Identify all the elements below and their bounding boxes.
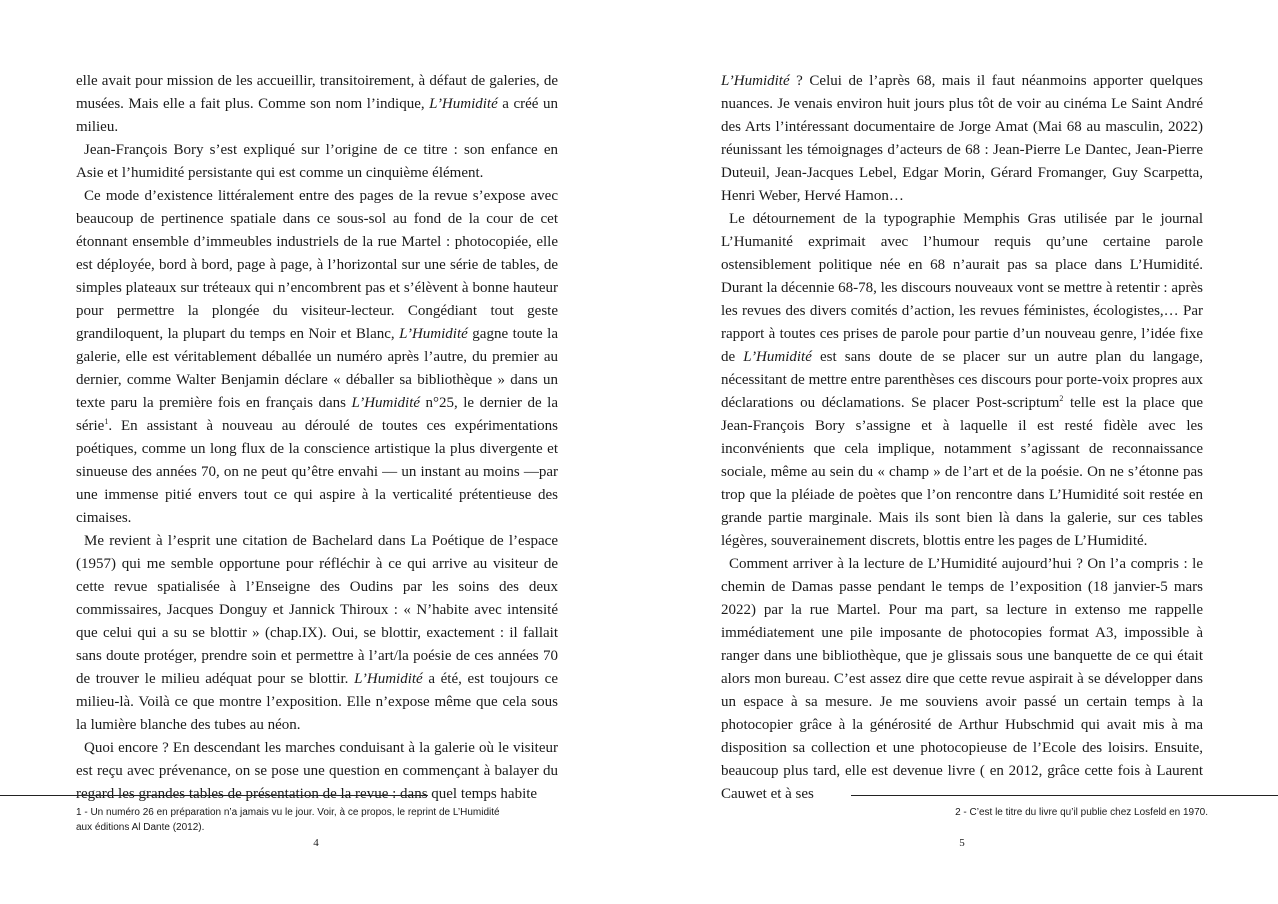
- text-run: Ce mode d’existence littéralement entre des pages de la revue s’expose avec beaucoup de pertinence spatiale dans ce sous-sol au fond de la cour de cet étonnant ensemble d’immeubles industriels de la rue Martel : photocopiée, elle est déployée, bord à bord, page à page, à l’horizontal sur une série de tables, de simples plateaux sur tréteaux qui n’encombrent pas et s’élèvent à bonne hauteur pour permettre la plongée du visiteur-lecteur. Congédiant tout geste grandiloquent, la plupart du temps en Noir et Blanc,: [76, 188, 558, 342]
- paragraph-p2: [76, 139, 558, 185]
- left-page-body: [76, 70, 558, 806]
- paragraph-q3: [721, 553, 1203, 806]
- paragraph-q1: [721, 70, 1203, 208]
- right-footnote-line-1: 2 - C’est le titre du livre qu’il publie chez Losfeld en 1970.: [955, 807, 1208, 818]
- text-run: elle avait pour mission de les accueillir, transitoirement, à défaut de galeries, de musées. Mais elle a fait plus. Comme son nom l’indique,: [76, 73, 558, 112]
- journal-title: L’Humidité: [743, 349, 812, 365]
- left-footnote-line-2: aux éditions Al Dante (2012).: [76, 822, 205, 833]
- text-run: gagne toute la galerie, elle est véritablement déballée un numéro après l’autre, du premier au dernier, comme Walter Benjamin déclare « déballer sa bibliothèque » dans un texte paru la première fois en français dans: [76, 326, 558, 411]
- text-run: ? Celui de l’après 68, mais il faut néanmoins apporter quelques nuances. Je venais environ huit jours plus tôt de voir au cinéma Le Saint André des Arts l’intéressant documentaire de Jorge Amat (Mai 68 au masculin, 2022) réunissant les témoignages d’acteurs de 68 : Jean-Pierre Le Dantec, Jean-Pierre Duteuil, Jean-Jacques Lebel, Edgar Morin, Gérard Fromanger, Guy Scarpetta, Henri Weber, Hervé Hamon…: [721, 73, 1203, 204]
- left-footnote: [76, 805, 516, 835]
- text-run: est sans doute de se placer sur un autre plan du langage, nécessitant de mettre entre parenthèses ces discours pour porte-voix propres aux déclarations ou déclamations. Se placer Post-scriptum: [721, 349, 1203, 411]
- text-run: Le détournement de la typographie Memphis Gras utilisée par le journal L’Humanité exprimait avec l’humour requis qu’une certaine parole ostensiblement politique née en 68 n’aurait pas sa place dans L’Humidité. Durant la décennie 68-78, les discours nouveaux vont se mettre à retentir : après les revues des divers comités d’action, les revues féministes, écologistes,… Par rapport à toutes ces prises de parole pour partie d’un nouveau genre, l’idée fixe de: [721, 211, 1203, 365]
- left-page-number: 4: [313, 837, 319, 849]
- journal-title: L’Humidité: [429, 96, 498, 112]
- right-page-number: 5: [959, 837, 965, 849]
- paragraph-p3: [76, 185, 558, 530]
- text-run: telle est la place que Jean-François Bory s’assigne et à laquelle il est resté fidèle avec les inconvénients que cela implique, notamment s’agissant de reconnaissance sociale, même au sein du « champ » de l’art et de la poésie. On ne s’étonne pas trop que la pléiade de poètes que l’on rencontre dans L’Humidité soit restée en grande partie marginale. Mais ils sont bien là dans la galerie, sur ces tables légères, souverainement discrets, blottis entre les pages de L’Humidité.: [721, 395, 1203, 549]
- right-page-body: [721, 70, 1203, 806]
- text-run: a été, est toujours ce milieu-là. Voilà ce que montre l’exposition. Elle n’expose même que cela sous la lumière blanche des tubes au néon.: [76, 671, 558, 733]
- right-footnote: [950, 805, 1208, 820]
- left-footnote-line-1: 1 - Un numéro 26 en préparation n’a jamais vu le jour. Voir, à ce propos, le reprint de L’Humidité: [76, 807, 500, 818]
- left-footnote-rule: [0, 795, 428, 796]
- text-run: Me revient à l’esprit une citation de Bachelard dans La Poétique de l’espace (1957) qui me semble opportune pour réfléchir à ce qui arrive au visiteur de cette revue spatialisée à l’Enseigne des Oudins par les soins des deux commissaires, Jacques Donguy et Jannick Thiroux : « N’habite avec intensité que celui qui a su se blottir » (chap.IX). Oui, se blottir, exactement : il fallait sans doute protéger, prendre soin et permettre à l’art/la poésie de ces années 70 de trouver le milieu adéquat pour se blottir.: [76, 533, 558, 687]
- text-run: Quoi encore ? En descendant les marches conduisant à la galerie où le visiteur est reçu avec prévenance, on se pose une question en commençant à balayer du regard les grandes tables de présentation de la revue : dans quel temps habite: [76, 740, 558, 802]
- right-page: [639, 0, 1278, 904]
- text-run: a créé un milieu.: [76, 96, 558, 135]
- journal-title: L’Humidité: [354, 671, 423, 687]
- paragraph-q2: [721, 208, 1203, 553]
- text-run: Jean-François Bory s’est expliqué sur l’origine de ce titre : son enfance en Asie et l’humidité persistante qui est comme un cinquième élément.: [76, 142, 558, 181]
- journal-title: L’Humidité: [351, 395, 421, 411]
- text-run: n°25, le dernier de la série: [76, 395, 558, 434]
- paragraph-p4: [76, 530, 558, 737]
- journal-title: L’Humidité: [721, 73, 790, 89]
- text-run: Comment arriver à la lecture de L’Humidité aujourd’hui ? On l’a compris : le chemin de Damas passe pendant le temps de l’exposition (18 janvier-5 mars 2022) par la rue Martel. Pour ma part, sa lecture in extenso me rappelle immédiatement une pile imposante de photocopies format A3, impossible à ranger dans une bibliothèque, que je glissais sous une banquette de ce qui était alors mon bureau. C’est assez dire que cette revue aspirait à se développer dans un espace à sa mesure. Je me souviens avoir passé un certain temps à la photocopier grâce à la générosité de Arthur Hubschmid qui avait mis à ma disposition sa collection et une photocopieuse de l’Ecole des loisirs. Ensuite, beaucoup plus tard, elle est devenue livre ( en 2012, grâce cette fois à Laurent Cauwet et à ses: [721, 556, 1203, 802]
- text-run: . En assistant à nouveau au déroulé de toutes ces expérimentations poétiques, comme un long flux de la conscience artistique la plus divergente et sinueuse des années 70, on ne peut qu’être envahi — un instant au moins —par une immense pitié envers tout ce qui aspire à la verticalité prétentieuse des cimaises.: [76, 418, 558, 526]
- footnote-ref: 2: [1059, 394, 1064, 403]
- paragraph-p1: [76, 70, 558, 139]
- journal-title: L’Humidité: [399, 326, 468, 342]
- footnote-ref: 1: [104, 417, 109, 426]
- right-footnote-rule: [851, 795, 1278, 796]
